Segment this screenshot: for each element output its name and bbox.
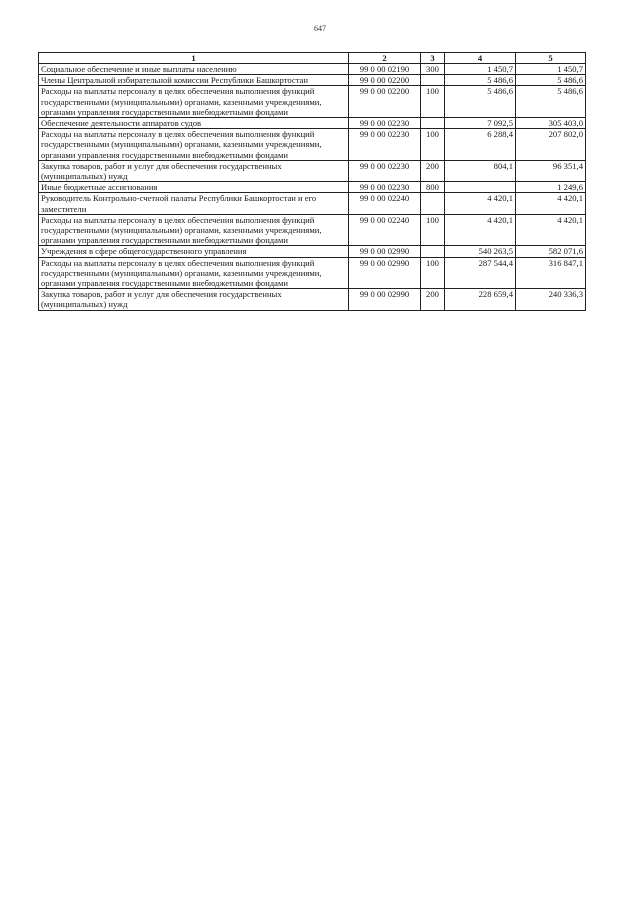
- table-row: [39, 193, 586, 214]
- header-col-5: 5: [516, 53, 586, 64]
- row-code-cell: 99 0 00 02230: [349, 160, 421, 181]
- row-amount-col5-cell: 4 420,1: [516, 214, 586, 246]
- table-body: [39, 64, 586, 311]
- row-code-cell: 99 0 00 02990: [349, 246, 421, 257]
- page-number: 647: [314, 24, 326, 33]
- row-expense-type-cell: [421, 118, 445, 129]
- row-code-cell: 99 0 00 02200: [349, 75, 421, 86]
- row-amount-col5-cell: 4 420,1: [516, 193, 586, 214]
- row-expense-type-cell: 100: [421, 86, 445, 118]
- row-amount-col4-cell: 804,1: [445, 160, 516, 181]
- row-code-cell: 99 0 00 02240: [349, 193, 421, 214]
- row-name-cell: Руководитель Контрольно-счетной палаты Республики Башкортостан и его заместители: [39, 193, 349, 214]
- row-name-cell: Иные бюджетные ассигнования: [39, 182, 349, 193]
- row-amount-col5-cell: 5 486,6: [516, 75, 586, 86]
- row-name-cell: Расходы на выплаты персоналу в целях обеспечения выполнения функций государственными (муниципальными) органами, казенными учреждениями, органами управления государственными внебюджетными фондами: [39, 86, 349, 118]
- table-row: [39, 129, 586, 161]
- row-amount-col4-cell: 4 420,1: [445, 193, 516, 214]
- row-expense-type-cell: [421, 246, 445, 257]
- row-amount-col4-cell: 5 486,6: [445, 75, 516, 86]
- row-code-cell: 99 0 00 02990: [349, 289, 421, 310]
- row-name-cell: Расходы на выплаты персоналу в целях обеспечения выполнения функций государственными (муниципальными) органами, казенными учреждениями, органами управления государственными внебюджетными фондами: [39, 257, 349, 289]
- row-amount-col5-cell: 5 486,6: [516, 86, 586, 118]
- row-amount-col4-cell: 1 450,7: [445, 64, 516, 75]
- row-code-cell: 99 0 00 02230: [349, 118, 421, 129]
- row-name-cell: Социальное обеспечение и иные выплаты населению: [39, 64, 349, 75]
- table-row: [39, 214, 586, 246]
- row-name-cell: Расходы на выплаты персоналу в целях обеспечения выполнения функций государственными (муниципальными) органами, казенными учреждениями, органами управления государственными внебюджетными фондами: [39, 129, 349, 161]
- table-row: [39, 75, 586, 86]
- row-code-cell: 99 0 00 02230: [349, 182, 421, 193]
- table-header: [39, 53, 586, 64]
- row-code-cell: 99 0 00 02230: [349, 129, 421, 161]
- row-amount-col4-cell: [445, 182, 516, 193]
- row-code-cell: 99 0 00 02190: [349, 64, 421, 75]
- row-expense-type-cell: [421, 193, 445, 214]
- table-row: [39, 118, 586, 129]
- row-name-cell: Члены Центральной избирательной комиссии Республики Башкортостан: [39, 75, 349, 86]
- row-name-cell: Расходы на выплаты персоналу в целях обеспечения выполнения функций государственными (муниципальными) органами, казенными учреждениями, органами управления государственными внебюджетными фондами: [39, 214, 349, 246]
- header-col-1: 1: [39, 53, 349, 64]
- row-expense-type-cell: [421, 75, 445, 86]
- row-amount-col4-cell: 540 263,5: [445, 246, 516, 257]
- row-amount-col4-cell: 228 659,4: [445, 289, 516, 310]
- row-name-cell: Учреждения в сфере общегосударственного управления: [39, 246, 349, 257]
- row-amount-col4-cell: 7 092,5: [445, 118, 516, 129]
- row-amount-col4-cell: 4 420,1: [445, 214, 516, 246]
- table-row: [39, 257, 586, 289]
- row-expense-type-cell: 100: [421, 129, 445, 161]
- table-row: [39, 246, 586, 257]
- header-col-2: 2: [349, 53, 421, 64]
- row-expense-type-cell: 100: [421, 214, 445, 246]
- row-name-cell: Закупка товаров, работ и услуг для обеспечения государственных (муниципальных) нужд: [39, 289, 349, 310]
- header-col-3: 3: [421, 53, 445, 64]
- row-expense-type-cell: 800: [421, 182, 445, 193]
- row-name-cell: Обеспечение деятельности аппаратов судов: [39, 118, 349, 129]
- table-row: [39, 160, 586, 181]
- row-amount-col5-cell: 316 847,1: [516, 257, 586, 289]
- row-code-cell: 99 0 00 02200: [349, 86, 421, 118]
- table-row: [39, 182, 586, 193]
- row-code-cell: 99 0 00 02990: [349, 257, 421, 289]
- table-row: [39, 64, 586, 75]
- row-expense-type-cell: 200: [421, 160, 445, 181]
- row-amount-col5-cell: 1 450,7: [516, 64, 586, 75]
- header-row: [39, 53, 586, 64]
- row-amount-col5-cell: 96 351,4: [516, 160, 586, 181]
- row-amount-col4-cell: 287 544,4: [445, 257, 516, 289]
- row-expense-type-cell: 300: [421, 64, 445, 75]
- row-expense-type-cell: 200: [421, 289, 445, 310]
- row-name-cell: Закупка товаров, работ и услуг для обеспечения государственных (муниципальных) нужд: [39, 160, 349, 181]
- row-expense-type-cell: 100: [421, 257, 445, 289]
- row-amount-col5-cell: 582 071,6: [516, 246, 586, 257]
- row-amount-col4-cell: 5 486,6: [445, 86, 516, 118]
- header-col-4: 4: [445, 53, 516, 64]
- budget-table: [38, 52, 586, 311]
- row-amount-col5-cell: 240 336,3: [516, 289, 586, 310]
- row-amount-col5-cell: 207 802,0: [516, 129, 586, 161]
- row-code-cell: 99 0 00 02240: [349, 214, 421, 246]
- row-amount-col5-cell: 305 403,0: [516, 118, 586, 129]
- row-amount-col5-cell: 1 249,6: [516, 182, 586, 193]
- table-row: [39, 289, 586, 310]
- row-amount-col4-cell: 6 288,4: [445, 129, 516, 161]
- table-row: [39, 86, 586, 118]
